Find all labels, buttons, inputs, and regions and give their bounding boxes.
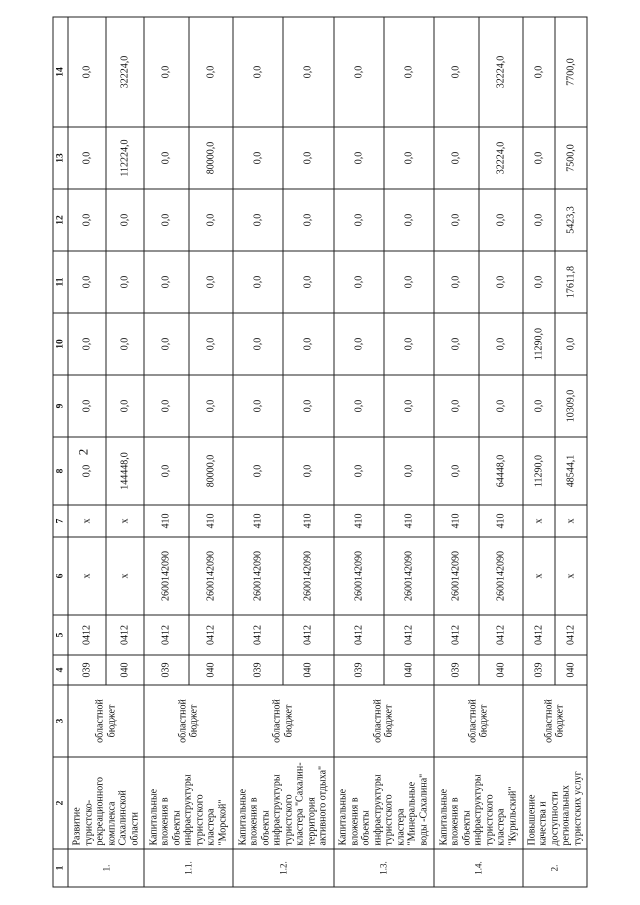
- amount-col-12: 0,0: [106, 189, 144, 251]
- amount-col-9: 0,0: [106, 375, 144, 437]
- amount-col-12: 0,0: [434, 189, 478, 251]
- amount-col-11: 0,0: [189, 251, 233, 313]
- funding-source: областной бюджет: [233, 685, 334, 757]
- amount-col-11: 0,0: [68, 251, 106, 313]
- code-target: 2600142090: [144, 537, 188, 615]
- amount-col-14: 32224,0: [479, 17, 523, 127]
- amount-col-8: 11290,0: [523, 437, 555, 505]
- amount-col-13: 0,0: [523, 127, 555, 189]
- code-section: 0412: [68, 615, 106, 655]
- amount-col-8: 0,0: [283, 437, 333, 505]
- amount-col-9: 0,0: [523, 375, 555, 437]
- column-header-11: 11: [53, 251, 68, 313]
- amount-col-9: 0,0: [334, 375, 384, 437]
- amount-col-8: 0,0: [144, 437, 188, 505]
- amount-col-14: 0,0: [233, 17, 283, 127]
- amount-col-9: 0,0: [283, 375, 333, 437]
- column-header-12: 12: [53, 189, 68, 251]
- amount-col-8: 0,0: [334, 437, 384, 505]
- column-header-8: 8: [53, 437, 68, 505]
- code-target: x: [555, 537, 587, 615]
- code-target: 2600142090: [384, 537, 434, 615]
- column-header-10: 10: [53, 313, 68, 375]
- amount-col-13: 0,0: [384, 127, 434, 189]
- amount-col-14: 0,0: [144, 17, 188, 127]
- amount-col-12: 0,0: [68, 189, 106, 251]
- amount-col-11: 0,0: [144, 251, 188, 313]
- code-admin: 039: [144, 655, 188, 685]
- amount-col-11: 0,0: [233, 251, 283, 313]
- amount-col-13: 112224,0: [106, 127, 144, 189]
- code-target: 2600142090: [434, 537, 478, 615]
- code-admin: 039: [434, 655, 478, 685]
- column-header-9: 9: [53, 375, 68, 437]
- amount-col-11: 0,0: [523, 251, 555, 313]
- code-target: 2600142090: [189, 537, 233, 615]
- amount-col-10: 0,0: [384, 313, 434, 375]
- amount-col-9: 0,0: [479, 375, 523, 437]
- amount-col-14: 0,0: [434, 17, 478, 127]
- row-number: 1.: [68, 849, 144, 887]
- code-target: 2600142090: [233, 537, 283, 615]
- code-section: 0412: [384, 615, 434, 655]
- code-expense-type: x: [523, 505, 555, 537]
- column-header-7: 7: [53, 505, 68, 537]
- amount-col-10: 0,0: [144, 313, 188, 375]
- header-row: [53, 17, 68, 887]
- funding-source: областной бюджет: [68, 685, 144, 757]
- amount-col-10: 0,0: [434, 313, 478, 375]
- amount-col-9: 10309,0: [555, 375, 587, 437]
- code-admin: 040: [283, 655, 333, 685]
- code-target: 2600142090: [283, 537, 333, 615]
- amount-col-8: 144448,0: [106, 437, 144, 505]
- column-header-4: 4: [53, 655, 68, 685]
- activity-name: Капитальные вложения в объекты инфраструктуры туристского кластера "Морской": [144, 757, 233, 849]
- budget-table-wrapper: [53, 17, 588, 887]
- funding-source: областной бюджет: [434, 685, 523, 757]
- column-header-5: 5: [53, 615, 68, 655]
- code-section: 0412: [334, 615, 384, 655]
- code-admin: 039: [233, 655, 283, 685]
- code-admin: 040: [106, 655, 144, 685]
- amount-col-14: 0,0: [189, 17, 233, 127]
- page-number: 2: [75, 448, 91, 456]
- code-admin: 040: [555, 655, 587, 685]
- code-section: 0412: [233, 615, 283, 655]
- amount-col-13: 7500,0: [555, 127, 587, 189]
- amount-col-14: 7700,0: [555, 17, 587, 127]
- amount-col-10: 0,0: [68, 313, 106, 375]
- amount-col-13: 0,0: [283, 127, 333, 189]
- amount-col-8: 0,0: [233, 437, 283, 505]
- table-row: [68, 17, 106, 887]
- funding-source: областной бюджет: [523, 685, 587, 757]
- code-target: x: [68, 537, 106, 615]
- amount-col-9: 0,0: [233, 375, 283, 437]
- code-expense-type: 410: [434, 505, 478, 537]
- amount-col-9: 0,0: [68, 375, 106, 437]
- amount-col-11: 17611,8: [555, 251, 587, 313]
- amount-col-10: 0,0: [334, 313, 384, 375]
- funding-source: областной бюджет: [334, 685, 435, 757]
- amount-col-13: 80000,0: [189, 127, 233, 189]
- code-expense-type: x: [106, 505, 144, 537]
- amount-col-10: 11290,0: [523, 313, 555, 375]
- row-number: 2.: [523, 849, 587, 887]
- amount-col-11: 0,0: [283, 251, 333, 313]
- code-admin: 039: [334, 655, 384, 685]
- code-section: 0412: [523, 615, 555, 655]
- amount-col-12: 5423,3: [555, 189, 587, 251]
- column-header-13: 13: [53, 127, 68, 189]
- code-expense-type: 410: [384, 505, 434, 537]
- budget-table: [53, 16, 588, 887]
- amount-col-14: 0,0: [523, 17, 555, 127]
- amount-col-10: 0,0: [479, 313, 523, 375]
- code-expense-type: x: [68, 505, 106, 537]
- code-admin: 040: [189, 655, 233, 685]
- activity-name: Капитальные вложения в объекты инфраструктуры туристского кластера "Сахалин-территория активного отдыха": [233, 757, 334, 849]
- amount-col-10: 0,0: [233, 313, 283, 375]
- table-row: [233, 17, 283, 887]
- code-expense-type: 410: [283, 505, 333, 537]
- table-row: [523, 17, 555, 887]
- code-target: x: [523, 537, 555, 615]
- activity-name: Повышение качества и доступности региональных туристских услуг: [523, 757, 587, 849]
- amount-col-14: 0,0: [68, 17, 106, 127]
- activity-name: Развитие туристско-рекреационного комплекса Сахалинской области: [68, 757, 144, 849]
- amount-col-14: 32224,0: [106, 17, 144, 127]
- code-section: 0412: [189, 615, 233, 655]
- column-header-6: 6: [53, 537, 68, 615]
- amount-col-12: 0,0: [523, 189, 555, 251]
- table-row: [334, 17, 384, 887]
- amount-col-12: 0,0: [479, 189, 523, 251]
- code-admin: 040: [479, 655, 523, 685]
- amount-col-10: 0,0: [555, 313, 587, 375]
- amount-col-13: 0,0: [334, 127, 384, 189]
- code-target: 2600142090: [479, 537, 523, 615]
- amount-col-10: 0,0: [106, 313, 144, 375]
- code-admin: 039: [523, 655, 555, 685]
- amount-col-12: 0,0: [283, 189, 333, 251]
- code-expense-type: x: [555, 505, 587, 537]
- code-admin: 040: [384, 655, 434, 685]
- row-number: 1.1.: [144, 849, 233, 887]
- row-number: 1.2.: [233, 849, 334, 887]
- activity-name: Капитальные вложения в объекты инфраструктуры туристского кластера "Минеральные воды -Сахалина": [334, 757, 435, 849]
- amount-col-14: 0,0: [334, 17, 384, 127]
- column-header-2: 2: [53, 757, 68, 849]
- amount-col-8: 0,0: [384, 437, 434, 505]
- code-section: 0412: [144, 615, 188, 655]
- amount-col-8: 48544,1: [555, 437, 587, 505]
- code-admin: 039: [68, 655, 106, 685]
- code-expense-type: 410: [233, 505, 283, 537]
- amount-col-8: 80000,0: [189, 437, 233, 505]
- amount-col-13: 0,0: [144, 127, 188, 189]
- amount-col-11: 0,0: [434, 251, 478, 313]
- amount-col-8: 0,0: [68, 437, 106, 505]
- code-target: x: [106, 537, 144, 615]
- code-expense-type: 410: [334, 505, 384, 537]
- amount-col-9: 0,0: [144, 375, 188, 437]
- amount-col-11: 0,0: [384, 251, 434, 313]
- amount-col-9: 0,0: [189, 375, 233, 437]
- amount-col-9: 0,0: [434, 375, 478, 437]
- table-row: [434, 17, 478, 887]
- column-header-14: 14: [53, 17, 68, 127]
- amount-col-13: 0,0: [68, 127, 106, 189]
- amount-col-14: 0,0: [384, 17, 434, 127]
- row-number: 1.4.: [434, 849, 523, 887]
- amount-col-13: 0,0: [434, 127, 478, 189]
- amount-col-10: 0,0: [189, 313, 233, 375]
- amount-col-13: 32224,0: [479, 127, 523, 189]
- amount-col-12: 0,0: [384, 189, 434, 251]
- amount-col-8: 0,0: [434, 437, 478, 505]
- amount-col-10: 0,0: [283, 313, 333, 375]
- table-row: [144, 17, 188, 887]
- funding-source: областной бюджет: [144, 685, 233, 757]
- amount-col-12: 0,0: [334, 189, 384, 251]
- amount-col-13: 0,0: [233, 127, 283, 189]
- amount-col-12: 0,0: [144, 189, 188, 251]
- row-number: 1.3.: [334, 849, 435, 887]
- code-expense-type: 410: [189, 505, 233, 537]
- code-section: 0412: [434, 615, 478, 655]
- code-section: 0412: [555, 615, 587, 655]
- code-section: 0412: [479, 615, 523, 655]
- amount-col-12: 0,0: [189, 189, 233, 251]
- amount-col-8: 64448,0: [479, 437, 523, 505]
- code-expense-type: 410: [479, 505, 523, 537]
- amount-col-11: 0,0: [106, 251, 144, 313]
- table-body: [68, 17, 587, 887]
- code-section: 0412: [106, 615, 144, 655]
- code-expense-type: 410: [144, 505, 188, 537]
- amount-col-11: 0,0: [334, 251, 384, 313]
- column-header-3: 3: [53, 685, 68, 757]
- amount-col-9: 0,0: [384, 375, 434, 437]
- amount-col-11: 0,0: [479, 251, 523, 313]
- amount-col-12: 0,0: [233, 189, 283, 251]
- column-header-1: 1: [53, 849, 68, 887]
- code-target: 2600142090: [334, 537, 384, 615]
- activity-name: Капитальные вложения в объекты инфраструктуры туристского кластера "Курильский": [434, 757, 523, 849]
- amount-col-14: 0,0: [283, 17, 333, 127]
- code-section: 0412: [283, 615, 333, 655]
